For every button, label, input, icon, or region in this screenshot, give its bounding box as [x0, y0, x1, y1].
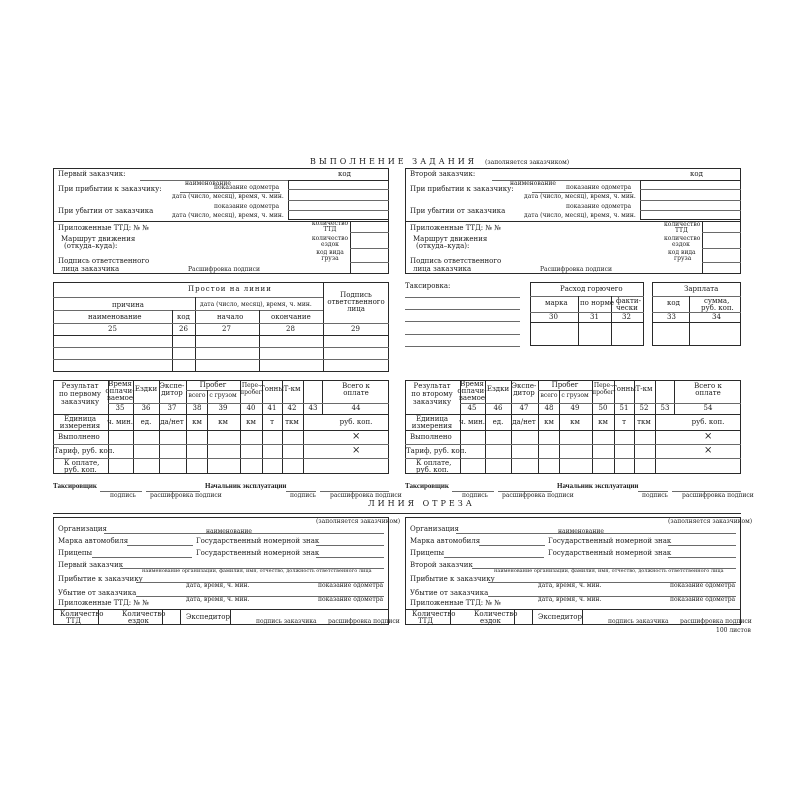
stub-note: (заполняется заказчиком)	[316, 518, 401, 525]
ttd-qty-caption-right: количество	[664, 221, 701, 228]
col-num-25: 25	[108, 325, 117, 333]
mileage-total-label: всего	[188, 392, 206, 399]
second-customer-code-label: код	[690, 170, 703, 178]
stub-expeditor-label: Экспедитор	[186, 613, 231, 621]
col-num-50: 50	[598, 404, 608, 412]
taxing-line[interactable]	[405, 334, 520, 335]
cargo-code-caption: код вида груза	[316, 249, 344, 263]
responsible-signature-label-right-2: лица заказчика	[413, 265, 472, 273]
ttd-qty-caption-right-2: ТТД	[675, 227, 688, 234]
stub-ttd-label: Приложенные ТТД: № №	[58, 599, 149, 607]
unit-yes-no: да/нет	[160, 418, 184, 426]
responsible-signature-label-2: лица заказчика	[61, 265, 120, 273]
unit-km: км	[192, 418, 202, 426]
unit-label: Единица	[63, 415, 97, 423]
col-num-37: 37	[167, 404, 177, 412]
route-label-right: Маршрут движения	[413, 235, 488, 243]
taxing-line[interactable]	[405, 346, 520, 347]
departure-datetime-caption-right: дата (число, месяц), время, ч. мин.	[524, 212, 636, 219]
cross-mark-icon: ×	[352, 431, 361, 442]
page-title: ВЫПОЛНЕНИЕ ЗАДАНИЯ	[310, 157, 478, 166]
taxer-label-right: Таксировщик	[405, 482, 449, 490]
cut-line[interactable]	[53, 513, 741, 514]
salary-sum-label: сумма,	[704, 297, 730, 305]
cross-mark-icon: ×	[352, 445, 361, 456]
col-num-42: 42	[287, 404, 297, 412]
arrival-label-right: При прибытии к заказчику:	[410, 185, 514, 193]
col-num-48: 48	[544, 404, 554, 412]
arrival-datetime-caption-right: дата (число, месяц), время, ч. мин.	[524, 193, 636, 200]
col-num-49: 49	[570, 404, 580, 412]
chief-label-right: Начальник эксплуатации	[557, 482, 639, 490]
col-num-29: 29	[351, 325, 360, 333]
stub-trailers-label: Прицепы	[58, 549, 93, 557]
overrun-label: Пере-	[241, 382, 261, 389]
chief-label: Начальник эксплуатации	[205, 482, 287, 490]
col-num-46: 46	[493, 404, 503, 412]
attached-ttd-label: Приложенные ТТД: № №	[58, 224, 149, 232]
cargo-code-caption-right-2: груза	[674, 255, 692, 262]
header-note: (заполняется заказчиком)	[485, 159, 570, 166]
sheet-count-label: 100 листов	[716, 627, 751, 634]
col-num-33: 33	[667, 313, 676, 321]
route-label-right-2: (откуда–куда):	[416, 242, 470, 250]
col-num-53: 53	[660, 404, 670, 412]
unit-hours: ч. мин.	[106, 418, 134, 426]
downtime-end-label: окончание	[271, 313, 311, 321]
tkm-label: Т-км	[283, 385, 301, 393]
stub-plate-label: Государственный номерной знак	[196, 537, 320, 545]
arrival-label: При прибытии к заказчику:	[58, 185, 162, 193]
responsible-signature-label: Подпись ответственного	[58, 257, 150, 265]
unit-km: км	[246, 418, 256, 426]
mileage-loaded-label: с грузом	[209, 392, 237, 399]
salary-title: Зарплата	[684, 285, 719, 293]
odometer-caption-2: показание одометра	[214, 203, 280, 210]
col-num-28: 28	[286, 325, 295, 333]
downtime-reason-label: причина	[112, 301, 144, 309]
unit-trips: ед.	[140, 418, 152, 426]
stub-departure-label: Убытие от заказчика	[58, 589, 137, 597]
col-num-34: 34	[712, 313, 721, 321]
col-num-32: 32	[622, 313, 631, 321]
col-num-40: 40	[246, 404, 256, 412]
fuel-title: Расход горючего	[560, 285, 623, 293]
trips-qty-caption-right-2: ездок	[672, 241, 690, 248]
paid-time-label: Время	[108, 380, 132, 388]
route-label-2: (откуда–куда):	[64, 242, 118, 250]
taxing-line[interactable]	[405, 297, 520, 298]
fuel-actual-label: факти-	[616, 297, 641, 305]
taxing-line[interactable]	[405, 309, 520, 310]
col-num-45: 45	[467, 404, 477, 412]
first-customer-code-label: код	[338, 170, 351, 178]
col-num-51: 51	[619, 404, 629, 412]
cross-mark-icon: ×	[704, 431, 713, 442]
row-tariff-label: Тариф, руб. коп.	[54, 447, 115, 455]
arrival-datetime-caption: дата (число, месяц), время, ч. мин.	[172, 193, 284, 200]
second-customer-name-caption: наименование	[510, 180, 556, 187]
downtime-datetime-label: дата (число, месяц), время, ч. мин.	[200, 301, 312, 308]
tons-label: Тонны	[260, 385, 284, 393]
col-num-35: 35	[115, 404, 125, 412]
fuel-brand-label: марка	[545, 299, 568, 307]
trips-quantity-caption: количество ездок	[311, 235, 349, 249]
downtime-code-label: код	[177, 313, 190, 321]
downtime-row[interactable]	[53, 347, 389, 348]
departure-label: При убытии от заказчика	[58, 207, 154, 215]
signature-decode-caption: Расшифровка подписи	[188, 266, 260, 273]
unit-rub: руб. коп.	[339, 418, 373, 426]
ttd-quantity-caption: количество ТТД	[311, 220, 349, 234]
responsible-signature-label-right: Подпись ответственного	[410, 257, 502, 265]
col-num-26: 26	[179, 325, 188, 333]
col-num-39: 39	[218, 404, 228, 412]
departure-label-right: При убытии от заказчика	[410, 207, 506, 215]
salary-sum-label-2: руб. коп.	[701, 304, 734, 312]
col-num-38: 38	[192, 404, 202, 412]
salary-code-label: код	[667, 299, 680, 307]
unit-tkm: ткм	[285, 418, 299, 426]
col-num-36: 36	[141, 404, 151, 412]
row-payable-label: К оплате,	[64, 459, 100, 467]
row-done-label: Выполнено	[58, 433, 100, 441]
stub-arrival-label: Прибытие к заказчику	[58, 575, 143, 583]
signature-decode-caption-right: Расшифровка подписи	[540, 266, 612, 273]
taxer-label: Таксировщик	[53, 482, 97, 490]
second-customer-label[interactable]: Второй заказчик:	[410, 170, 476, 178]
odometer-caption-right-2: показание одометра	[566, 203, 632, 210]
col-num-44: 44	[351, 404, 361, 412]
downtime-title: Простои на линии	[188, 285, 272, 293]
cargo-code-caption-right: код вида	[668, 249, 696, 256]
unit-tons: т	[270, 418, 274, 426]
cross-mark-icon: ×	[704, 445, 713, 456]
first-customer-label[interactable]: Первый заказчик:	[58, 170, 126, 178]
col-num-47: 47	[519, 404, 529, 412]
unit-km: км	[218, 418, 228, 426]
col-num-27: 27	[222, 325, 231, 333]
odometer-caption-right: показание одометра	[566, 184, 632, 191]
cut-line-label: ЛИНИЯ ОТРЕЗА	[368, 499, 475, 508]
departure-datetime-caption: дата (число, месяц), время, ч. мин.	[172, 212, 284, 219]
stub-second-customer-label: Второй заказчик	[410, 561, 473, 569]
col-num-43: 43	[308, 404, 318, 412]
mileage-label: Пробег	[199, 381, 227, 389]
downtime-row[interactable]	[53, 359, 389, 360]
attached-ttd-label-right: Приложенные ТТД: № №	[410, 224, 501, 232]
downtime-start-label: начало	[217, 313, 244, 321]
total-payment-label: Всего к	[342, 382, 370, 390]
stub-customer-label: Первый заказчик	[58, 561, 124, 569]
trips-label: Ездки	[134, 385, 158, 393]
expeditor-label: Экспе-	[159, 382, 185, 390]
fuel-actual-label-2: чески	[616, 304, 638, 312]
taxing-line[interactable]	[405, 321, 520, 322]
col-num-30: 30	[549, 313, 558, 321]
col-num-31: 31	[590, 313, 599, 321]
odometer-caption: показание одометра	[214, 184, 280, 191]
trips-qty-caption-right: количество	[664, 235, 701, 242]
stub-car-label: Марка автомобиля	[58, 537, 129, 545]
stub-org-label: Организация	[58, 525, 107, 533]
fuel-norm-label: по норме	[580, 299, 615, 307]
col-num-41: 41	[267, 404, 277, 412]
downtime-name-label: наименование	[88, 313, 142, 321]
col-num-52: 52	[639, 404, 649, 412]
col-num-54: 54	[703, 404, 713, 412]
taxing-label: Таксировка:	[405, 282, 451, 290]
results-label: Результат	[61, 382, 99, 390]
first-customer-name-caption: наименование	[185, 180, 231, 187]
route-label: Маршрут движения	[61, 235, 136, 243]
